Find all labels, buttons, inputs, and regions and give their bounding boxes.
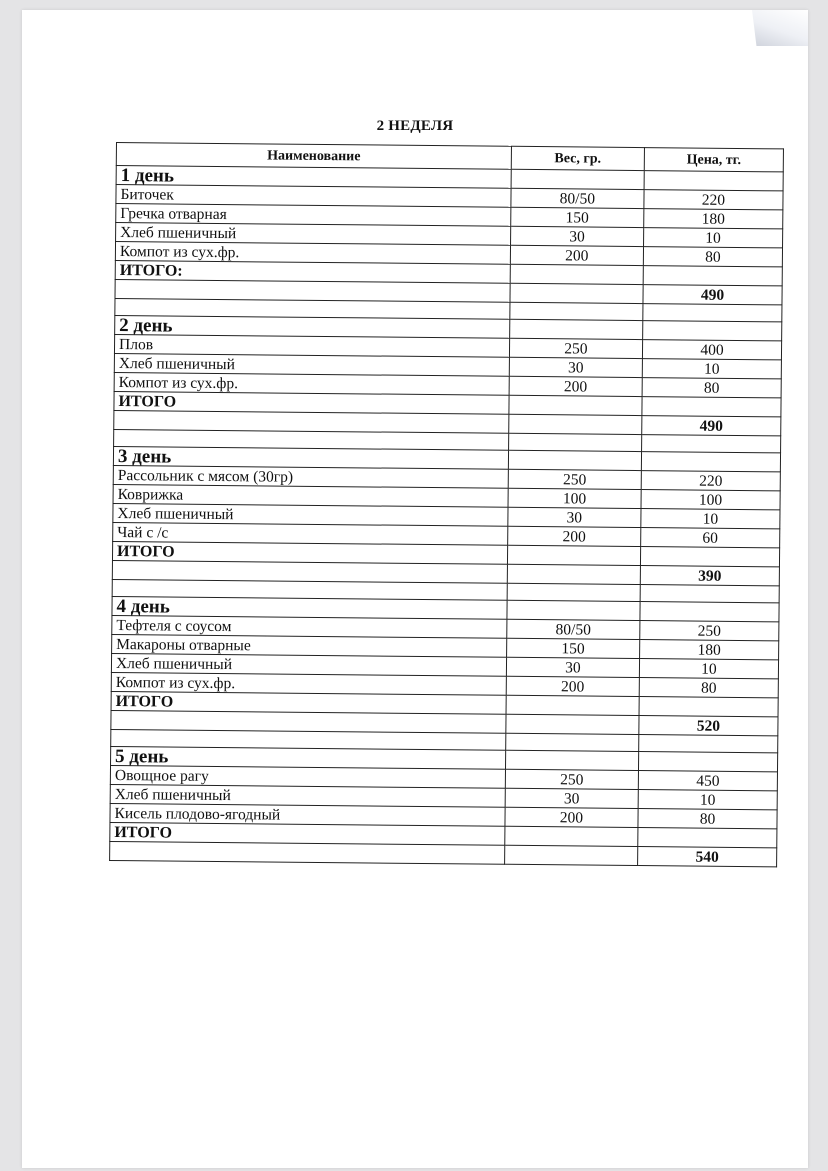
empty-cell [641, 452, 780, 472]
dish-name: Хлеб пшеничный [111, 653, 506, 676]
dish-weight: 80/50 [507, 619, 640, 639]
dish-name: Гречка отварная [116, 204, 511, 227]
empty-cell [505, 826, 638, 846]
dish-price: 80 [638, 809, 777, 829]
dish-price: 10 [638, 790, 777, 810]
total-value: 490 [643, 285, 782, 305]
dish-price: 10 [641, 509, 780, 529]
dish-name: Хлеб пшеничный [116, 223, 511, 246]
dish-price: 80 [643, 247, 782, 267]
dish-price: 450 [638, 771, 777, 791]
dish-weight: 30 [505, 788, 638, 808]
total-value: 540 [638, 847, 777, 867]
dish-name: Коврижка [113, 484, 508, 507]
empty-cell [639, 735, 778, 753]
dish-weight: 100 [508, 488, 641, 508]
dish-price: 80 [639, 678, 778, 698]
empty-cell [644, 171, 783, 191]
page-corner-fold [752, 10, 808, 46]
dish-weight: 30 [506, 657, 639, 677]
dish-weight: 200 [510, 245, 643, 265]
empty-cell [638, 752, 777, 772]
day-title: 1 день [116, 166, 511, 189]
page-title: 2 НЕДЕЛЯ [376, 118, 454, 134]
header-price: Цена, тг. [644, 148, 783, 172]
total-label: ИТОГО [112, 541, 507, 564]
total-label: ИТОГО [110, 822, 505, 845]
dish-name: Компот из сух.фр. [114, 372, 509, 395]
dish-price: 100 [641, 490, 780, 510]
paper-sheet [22, 10, 808, 1168]
empty-cell [643, 321, 782, 341]
dish-name: Чай с /с [113, 522, 508, 545]
empty-cell [506, 695, 639, 715]
empty-cell [642, 435, 781, 453]
dish-weight: 200 [506, 676, 639, 696]
day-title: 4 день [112, 596, 507, 619]
empty-cell [643, 266, 782, 286]
empty-cell [640, 602, 779, 622]
dish-weight: 80/50 [511, 188, 644, 208]
empty-cell [510, 283, 643, 303]
dish-weight: 30 [510, 226, 643, 246]
empty-cell [507, 564, 640, 584]
empty-cell [507, 600, 640, 620]
total-label: ИТОГО [111, 691, 506, 714]
empty-cell [639, 697, 778, 717]
dish-price: 80 [642, 378, 781, 398]
dish-name: Хлеб пшеничный [113, 503, 508, 526]
empty-cell [638, 828, 777, 848]
empty-cell [507, 583, 640, 601]
dish-name: Хлеб пшеничный [110, 784, 505, 807]
dish-weight: 30 [508, 507, 641, 527]
dish-price: 220 [644, 190, 783, 210]
dish-name: Биточек [116, 185, 511, 208]
dish-name: Кисель плодово-ягодный [110, 803, 505, 826]
dish-price: 10 [639, 659, 778, 679]
empty-cell [640, 585, 779, 603]
empty-cell [643, 304, 782, 322]
header-name: Наименование [116, 143, 511, 170]
total-label: ИТОГО [114, 391, 509, 414]
empty-cell [509, 395, 642, 415]
menu-table-body [110, 166, 784, 867]
day-title: 5 день [111, 746, 506, 769]
dish-price: 220 [641, 471, 780, 491]
empty-cell [507, 545, 640, 565]
empty-cell [510, 302, 643, 320]
dish-name: Рассольник с мясом (30гр) [113, 465, 508, 488]
day-title: 3 день [113, 446, 508, 469]
total-value: 520 [639, 716, 778, 736]
empty-cell [508, 433, 641, 451]
dish-weight: 250 [505, 769, 638, 789]
empty-cell [504, 845, 637, 865]
empty-cell [508, 450, 641, 470]
dish-name: Овощное рагу [110, 765, 505, 788]
header-weight: Вес, гр. [511, 146, 644, 170]
dish-price: 10 [642, 359, 781, 379]
day-title: 2 день [115, 315, 510, 338]
empty-cell [505, 750, 638, 770]
dish-weight: 30 [509, 357, 642, 377]
empty-cell [110, 841, 505, 864]
dish-weight: 250 [508, 469, 641, 489]
total-value: 490 [642, 416, 781, 436]
dish-weight: 200 [507, 526, 640, 546]
empty-cell [642, 397, 781, 417]
dish-price: 60 [641, 528, 780, 548]
menu-table [109, 142, 784, 867]
empty-cell [506, 733, 639, 751]
dish-name: Компот из сух.фр. [115, 242, 510, 265]
dish-name: Хлеб пшеничный [114, 353, 509, 376]
dish-weight: 150 [511, 207, 644, 227]
dish-weight: 250 [509, 338, 642, 358]
empty-cell [511, 169, 644, 189]
dish-price: 250 [640, 621, 779, 641]
dish-weight: 200 [509, 376, 642, 396]
dish-price: 400 [642, 340, 781, 360]
dish-price: 10 [643, 228, 782, 248]
menu-table-wrapper [109, 142, 784, 867]
dish-name: Компот из сух.фр. [111, 672, 506, 695]
dish-price: 180 [640, 640, 779, 660]
empty-cell [509, 319, 642, 339]
dish-weight: 150 [506, 638, 639, 658]
dish-weight: 200 [505, 807, 638, 827]
dish-name: Макароны отварные [112, 634, 507, 657]
empty-cell [509, 414, 642, 434]
empty-cell [506, 714, 639, 734]
total-value: 390 [640, 566, 779, 586]
dish-name: Плов [114, 334, 509, 357]
empty-cell [510, 264, 643, 284]
dish-price: 180 [644, 209, 783, 229]
total-label: ИТОГО: [115, 260, 510, 283]
dish-name: Тефтеля с соусом [112, 615, 507, 638]
empty-cell [640, 547, 779, 567]
